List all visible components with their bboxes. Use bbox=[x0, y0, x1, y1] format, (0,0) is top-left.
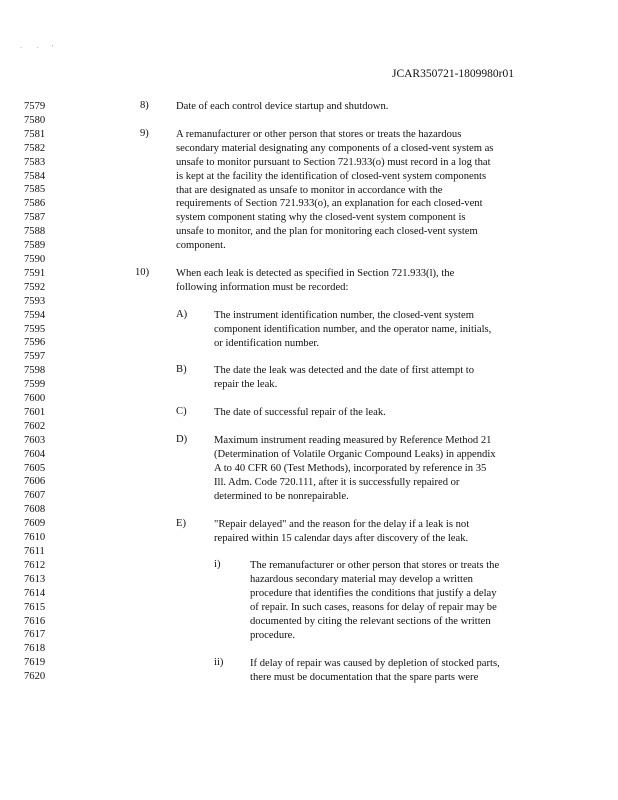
text-line: Maximum instrument reading measured by Reference Method 21 bbox=[214, 435, 492, 447]
text-line: Ill. Adm. Code 720.111, after it is successfully repaired or bbox=[214, 476, 460, 488]
subitem-marker: E) bbox=[176, 517, 186, 529]
subitem-marker: D) bbox=[176, 434, 188, 446]
text-line: determined to be nonrepairable. bbox=[214, 490, 349, 502]
line-number: 7584 bbox=[24, 170, 46, 182]
line-number: 7603 bbox=[24, 434, 46, 446]
subitem-text bbox=[214, 518, 469, 546]
item-marker: 10) bbox=[135, 267, 150, 279]
line-number: 7582 bbox=[24, 142, 46, 154]
text-line: (Determination of Volatile Organic Compound Leaks) in appendix bbox=[214, 449, 496, 460]
line-number: 7619 bbox=[24, 657, 46, 669]
line-number: 7583 bbox=[24, 156, 46, 168]
line-number: 7618 bbox=[24, 643, 46, 655]
text-line: hazardous secondary material may develop a written bbox=[250, 574, 473, 586]
text-line: of repair. In such cases, reasons for delay of repair may be bbox=[250, 602, 497, 614]
text-line: component. bbox=[176, 240, 226, 252]
scan-artifact: · · ' bbox=[20, 44, 60, 52]
line-number: 7610 bbox=[24, 532, 46, 544]
line-number: 7604 bbox=[24, 448, 46, 460]
line-number: 7598 bbox=[24, 365, 46, 377]
item-text bbox=[176, 100, 388, 114]
text-line: The remanufacturer or other person that stores or treats the bbox=[250, 560, 500, 572]
line-number: 7593 bbox=[24, 295, 46, 307]
line-number: 7594 bbox=[24, 309, 46, 321]
line-number: 7620 bbox=[24, 671, 46, 683]
text-line: or identification number. bbox=[214, 337, 320, 349]
text-line: that are designated as unsafe to monitor in accordance with the bbox=[176, 184, 443, 196]
text-line: unsafe to monitor pursuant to Section 721.933(o) must record in a log that bbox=[176, 156, 491, 168]
subitem-text bbox=[214, 406, 386, 420]
subitem-text bbox=[250, 657, 500, 685]
text-line: documented by citing the relevant sections of the written bbox=[250, 616, 491, 628]
subitem-marker: i) bbox=[214, 559, 221, 571]
line-number: 7616 bbox=[24, 615, 46, 627]
subitem-marker: ii) bbox=[214, 656, 224, 668]
line-number-column bbox=[24, 100, 64, 684]
subitem-marker: A) bbox=[176, 308, 188, 320]
line-number: 7587 bbox=[24, 212, 46, 224]
text-line: The date of successful repair of the leak. bbox=[214, 407, 386, 419]
subitem-marker: B) bbox=[176, 364, 187, 376]
line-number: 7589 bbox=[24, 240, 46, 252]
line-number: 7608 bbox=[24, 504, 46, 516]
item-text bbox=[176, 267, 454, 295]
text-line: is kept at the facility the identification of closed-vent system components bbox=[176, 170, 487, 182]
line-number: 7614 bbox=[24, 587, 46, 599]
line-number: 7606 bbox=[24, 476, 46, 488]
line-number: 7591 bbox=[24, 267, 46, 279]
line-number: 7609 bbox=[24, 518, 46, 530]
line-number: 7580 bbox=[24, 114, 46, 126]
line-number: 7611 bbox=[24, 546, 45, 557]
line-number: 7607 bbox=[24, 490, 46, 502]
text-line: procedure. bbox=[250, 629, 295, 641]
line-number: 7590 bbox=[24, 253, 46, 265]
document-id: JCAR350721-1809980r01 bbox=[391, 68, 514, 80]
text-line: requirements of Section 721.933(o), an explanation for each closed-vent bbox=[176, 198, 483, 210]
line-number: 7601 bbox=[24, 406, 46, 418]
line-number: 7613 bbox=[24, 573, 46, 585]
line-number: 7595 bbox=[24, 323, 46, 335]
line-number: 7612 bbox=[24, 559, 46, 571]
subitem-marker: C) bbox=[176, 406, 187, 418]
line-number: 7600 bbox=[24, 393, 46, 405]
text-line: secondary material designating any components of a closed-vent system as bbox=[176, 142, 494, 154]
line-number: 7615 bbox=[24, 601, 46, 613]
item-text bbox=[176, 128, 493, 253]
text-line: repair the leak. bbox=[214, 379, 278, 391]
item-marker: 8) bbox=[140, 100, 149, 111]
line-number: 7597 bbox=[24, 351, 46, 363]
line-number: 7592 bbox=[24, 281, 46, 293]
text-line: A remanufacturer or other person that stores or treats the hazardous bbox=[176, 128, 462, 140]
text-line: A to 40 CFR 60 (Test Methods), incorporated by reference in 35 bbox=[214, 462, 487, 474]
line-number: 7599 bbox=[24, 379, 46, 391]
text-line: Date of each control device startup and shutdown. bbox=[176, 101, 389, 112]
line-number: 7579 bbox=[24, 101, 46, 112]
line-number: 7588 bbox=[24, 226, 46, 238]
text-line: The instrument identification number, the closed-vent system bbox=[214, 309, 474, 321]
line-number: 7617 bbox=[24, 629, 46, 641]
text-line: component identification number, and the operator name, initials, bbox=[214, 323, 492, 335]
line-number: 7581 bbox=[24, 128, 46, 140]
line-number: 7596 bbox=[24, 337, 46, 349]
line-number: 7602 bbox=[24, 420, 46, 432]
text-line: system component stating why the closed-vent system component is bbox=[176, 212, 466, 224]
line-number: 7585 bbox=[24, 184, 46, 196]
text-line: "Repair delayed" and the reason for the delay if a leak is not bbox=[214, 518, 470, 530]
line-number: 7605 bbox=[24, 462, 46, 474]
text-line: The date the leak was detected and the date of first attempt to bbox=[214, 365, 475, 377]
subitem-text bbox=[250, 559, 499, 643]
subitem-text bbox=[214, 364, 474, 392]
text-line: When each leak is detected as specified in Section 721.933(l), the bbox=[176, 268, 455, 280]
item-marker: 9) bbox=[140, 127, 149, 139]
text-line: repaired within 15 calendar days after discovery of the leak. bbox=[214, 532, 469, 544]
text-line: procedure that identifies the conditions that justify a delay bbox=[250, 588, 497, 600]
text-line: unsafe to monitor, and the plan for monitoring each closed-vent system bbox=[176, 226, 478, 238]
text-line: following information must be recorded: bbox=[176, 281, 349, 293]
subitem-text bbox=[214, 309, 491, 351]
text-line: there must be documentation that the spare parts were bbox=[250, 671, 479, 683]
line-number: 7586 bbox=[24, 198, 46, 210]
subitem-text bbox=[214, 434, 496, 504]
text-line: If delay of repair was caused by depletion of stocked parts, bbox=[250, 657, 500, 669]
